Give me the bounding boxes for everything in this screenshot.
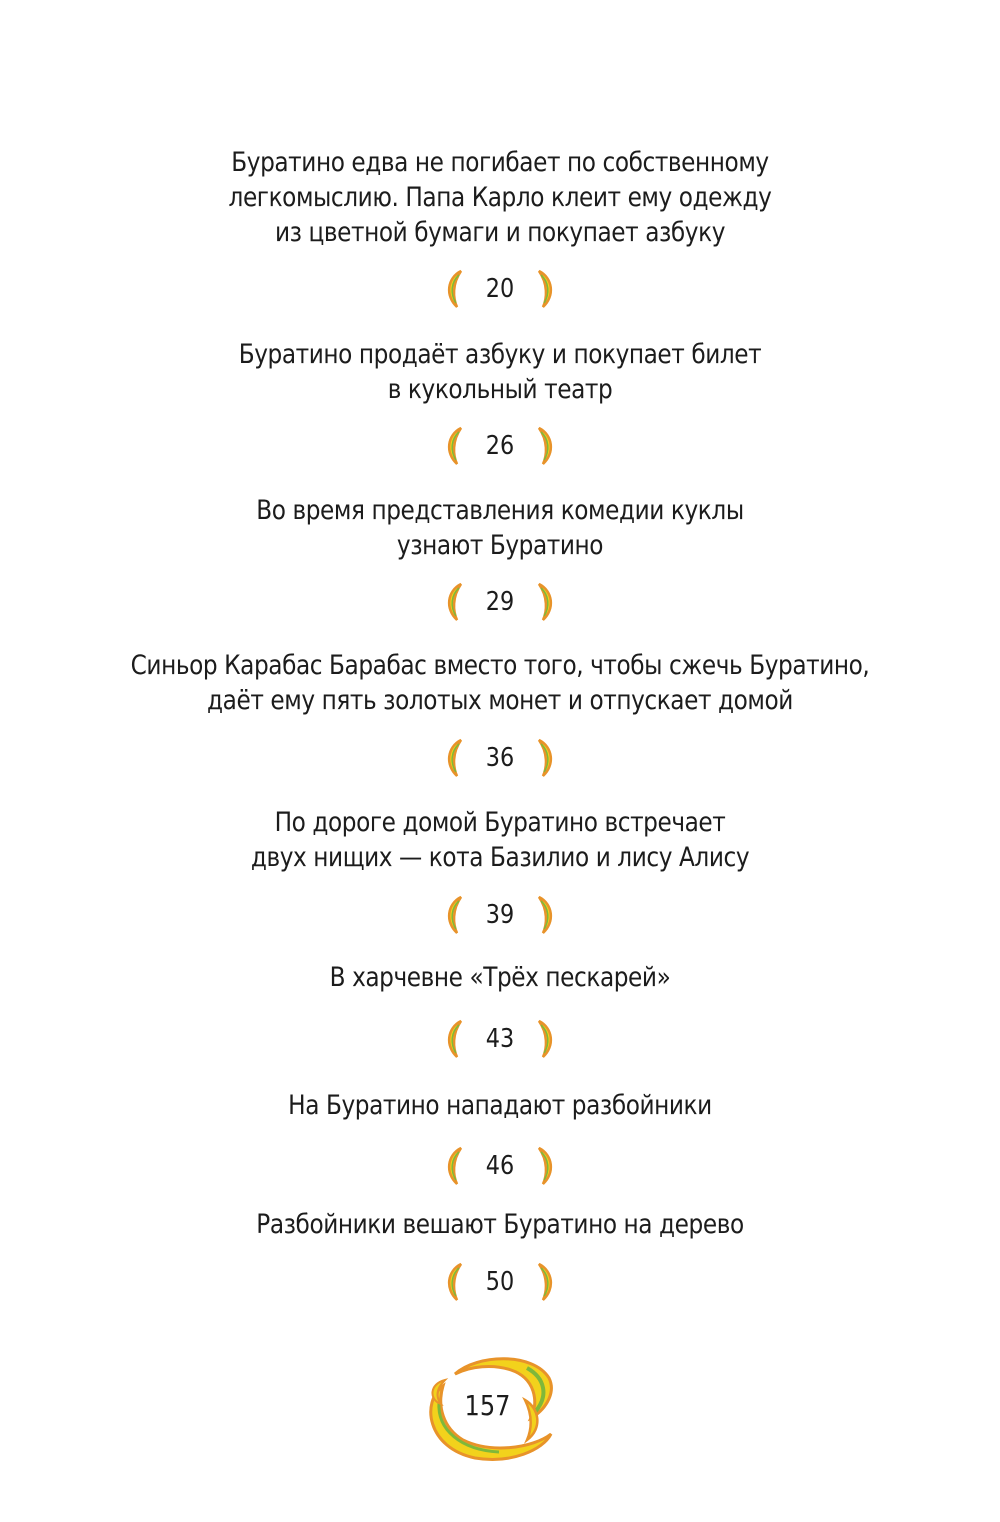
toc-entry-line: даёт ему пять золотых монет и отпускает домой [207,685,793,716]
toc-entry-title [122,493,879,563]
bracket-right-icon [535,1018,557,1060]
toc-page-number[interactable] [435,894,565,938]
toc-entry-line: в кукольный театр [387,374,613,405]
toc-page-number[interactable] [435,1261,565,1305]
toc-entry-line: Во время представления комедии куклы [256,495,744,526]
toc-entry-title [122,1207,879,1242]
toc-entry-line: В харчевне «Трёх пескарей» [329,962,671,993]
toc-entry-line: из цветной бумаги и покупает азбуку [274,217,726,248]
toc-entry-title [122,960,879,995]
bracket-right-icon [535,1261,557,1303]
toc-entry-title [122,337,879,407]
toc-page-number[interactable] [435,737,565,781]
page-number-text: 50 [485,1267,515,1297]
toc-entry-line: Буратино продаёт азбуку и покупает билет [238,339,762,370]
toc-entry-line: Разбойники вешают Буратино на дерево [256,1209,744,1240]
bracket-right-icon [535,894,557,936]
page-number-text: 36 [485,743,515,773]
bracket-right-icon [535,1145,557,1187]
page-number-text: 20 [485,274,515,304]
toc-page-number[interactable] [435,268,565,312]
toc-page-number[interactable] [435,1018,565,1062]
page-number-text: 39 [485,900,515,930]
bracket-right-icon [535,268,557,310]
toc-entry-line: Синьор Карабас Барабас вместо того, чтобы сжечь Буратино, [130,650,870,681]
page-number-text: 29 [485,587,515,617]
page-number-text: 43 [485,1024,515,1054]
toc-entry-line: Буратино едва не погибает по собственному [231,147,769,178]
toc-entry-title [122,1088,879,1123]
toc-entry-title [122,145,879,250]
toc-entry-line: двух нищих — кота Базилио и лису Алису [250,842,750,873]
folio-ornament [415,1348,560,1468]
toc-page-number[interactable] [435,425,565,469]
toc-entry-line: легкомыслию. Папа Карло клеит ему одежду [228,182,772,213]
bracket-right-icon [535,581,557,623]
toc-entry-line: По дороге домой Буратино встречает [274,807,726,838]
page-number-text: 26 [485,431,515,461]
toc-page-number[interactable] [435,581,565,625]
toc-entry-title [122,648,879,718]
page-number-text: 46 [485,1151,515,1181]
bracket-right-icon [535,425,557,467]
toc-entry-line: узнают Буратино [396,530,604,561]
toc-page-number[interactable] [435,1145,565,1189]
bracket-right-icon [535,737,557,779]
toc-entry-title [122,805,879,875]
folio-page-number: 157 [464,1389,511,1422]
toc-entry-line: На Буратино нападают разбойники [288,1090,712,1121]
